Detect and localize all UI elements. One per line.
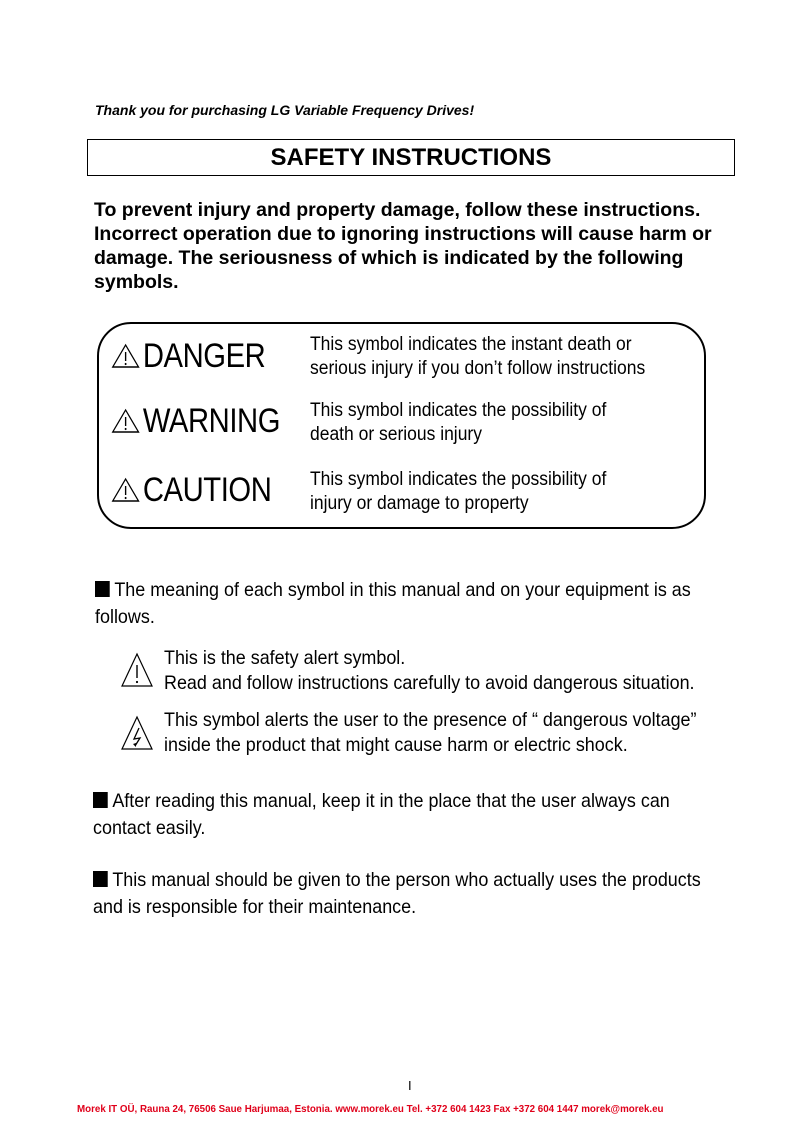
danger-description-line1: This symbol indicates the instant death or [310,334,632,355]
caution-description-line1: This symbol indicates the possibility of [310,469,607,490]
give-manual-line2: and is responsible for their maintenance. [93,896,417,918]
keep-manual-line2: contact easily. [93,817,206,839]
danger-label: DANGER [142,336,266,375]
intro-paragraph: To prevent injury and property damage, follow these instructions. Incorrect operation due to ignoring instructions will cause harm or damage. The seriousness of which is indicated by the following symbols. [94,199,712,293]
alert-item-safety [120,646,794,696]
danger-description-line2: serious injury if you don’t follow instructions [310,358,646,379]
give-manual-line1: This manual should be given to the person who actually uses the products [112,869,701,891]
voltage-alert-line1: This symbol alerts the user to the presence of “ dangerous voltage” [164,709,697,731]
square-bullet-icon [93,792,108,808]
give-manual-paragraph [93,867,755,921]
square-bullet-icon [95,581,110,597]
meaning-line2: follows. [95,606,155,628]
warning-description-line2: death or serious injury [310,424,482,445]
safety-alert-line2: Read and follow instructions carefully to avoid dangerous situation. [164,672,695,694]
meaning-line1: The meaning of each symbol in this manual and on your equipment is as [114,579,691,601]
footer-contact: Morek IT OÜ, Rauna 24, 76506 Saue Harjumaa, Estonia. www.morek.eu Tel. +372 604 1423 Fax +372 604 1447 morek@morek.eu [77,1103,664,1115]
warning-label: WARNING [142,401,281,440]
warning-triangle-icon [111,408,140,434]
warning-triangle-icon [111,343,140,369]
header-thanks: Thank you for purchasing LG Variable Frequency Drives! [95,102,475,118]
symbol-legend-box [97,322,706,529]
warning-triangle-icon [111,477,140,503]
page-title: SAFETY INSTRUCTIONS [87,139,735,176]
voltage-alert-line2: inside the product that might cause harm or electric shock. [164,734,628,756]
symbol-meaning-paragraph [95,577,739,631]
square-bullet-icon [93,871,108,887]
caution-label: CAUTION [142,470,272,509]
safety-alert-icon [120,651,156,691]
alert-item-voltage [120,708,794,758]
caution-description-line2: injury or damage to property [310,493,529,514]
page-number: I [408,1078,412,1093]
keep-manual-paragraph [93,788,737,842]
dangerous-voltage-icon [120,714,156,754]
warning-description-line1: This symbol indicates the possibility of [310,400,607,421]
keep-manual-line1: After reading this manual, keep it in the place that the user always can [112,790,670,812]
safety-alert-line1: This is the safety alert symbol. [164,647,406,669]
